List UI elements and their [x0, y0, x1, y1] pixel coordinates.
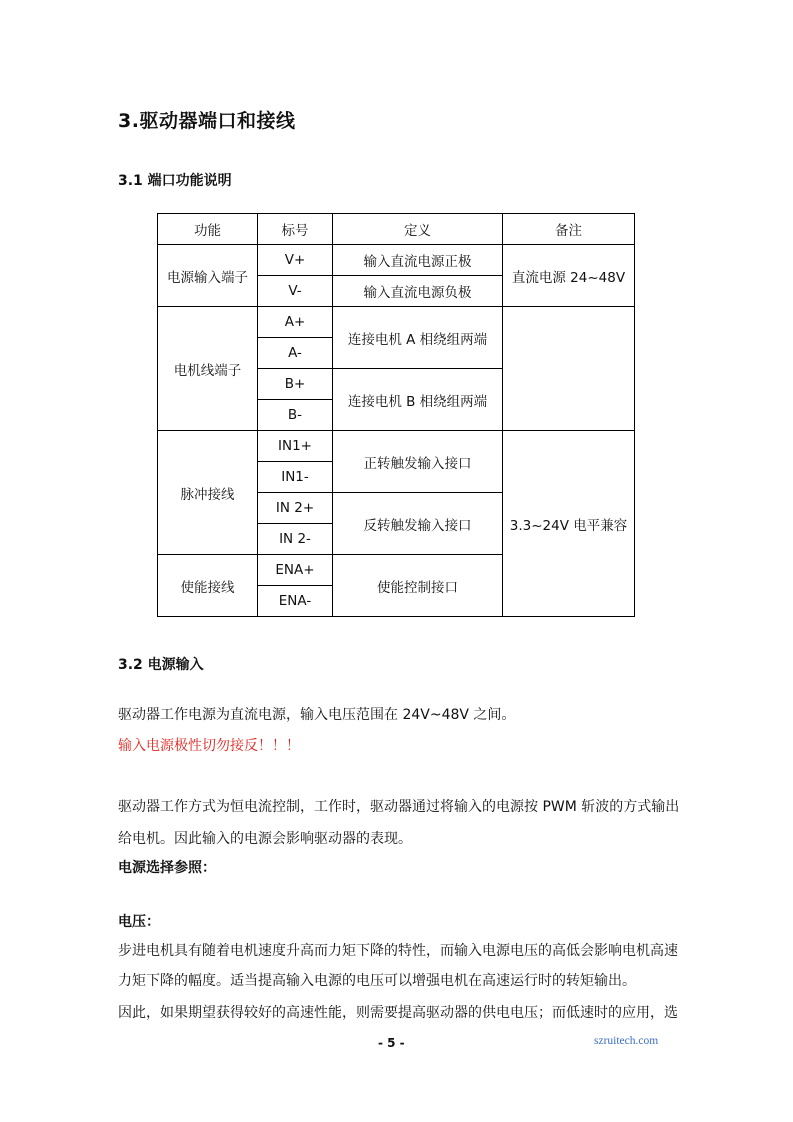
- pin-label: ENA-: [258, 586, 333, 617]
- header-function: 功能: [158, 214, 258, 245]
- paragraph-voltage-range: 驱动器工作电源为直流电源，输入电压范围在 24V~48V 之间。: [118, 707, 516, 723]
- header-remark: 备注: [503, 214, 635, 245]
- section-title-port-functions: 3.1 端口功能说明: [118, 173, 232, 189]
- page-number: - 5 -: [378, 1036, 405, 1050]
- page-heading: 3.驱动器端口和接线: [118, 110, 296, 132]
- pin-label: A+: [258, 307, 333, 338]
- polarity-warning: 输入电源极性切勿接反！！！: [118, 738, 300, 754]
- pin-label: IN 2+: [258, 493, 333, 524]
- remark-signal-level: 3.3~24V 电平兼容: [503, 431, 635, 617]
- paragraph-working-mode-line1: 驱动器工作方式为恒电流控制，工作时，驱动器通过将输入的电源按 PWM 斩波的方式输出: [118, 799, 680, 815]
- group-enable-wiring: 使能接线: [158, 555, 258, 617]
- pin-definition: 使能控制接口: [333, 555, 503, 617]
- header-definition: 定义: [333, 214, 503, 245]
- pin-definition: 连接电机 B 相绕组两端: [333, 369, 503, 431]
- pin-definition: 连接电机 A 相绕组两端: [333, 307, 503, 369]
- pin-definition: 输入直流电源正极: [333, 245, 503, 276]
- header-label: 标号: [258, 214, 333, 245]
- footer-website: szruitech.com: [594, 1035, 659, 1047]
- pin-definition: 正转触发输入接口: [333, 431, 503, 493]
- pin-label: V-: [258, 276, 333, 307]
- pin-definition: 反转触发输入接口: [333, 493, 503, 555]
- power-selection-reference-title: 电源选择参照：: [118, 860, 216, 876]
- paragraph-voltage-line2: 力矩下降的幅度。适当提高输入电源的电压可以增强电机在高速运行时的转矩输出。: [118, 973, 636, 989]
- group-power-input: 电源输入端子: [158, 245, 258, 307]
- table-row: [158, 307, 635, 338]
- port-function-table: [157, 213, 635, 617]
- pin-label: V+: [258, 245, 333, 276]
- paragraph-working-mode-line2: 给电机。因此输入的电源会影响驱动器的表现。: [118, 831, 412, 847]
- pin-label: ENA+: [258, 555, 333, 586]
- group-motor-wires: 电机线端子: [158, 307, 258, 431]
- pin-label: IN1+: [258, 431, 333, 462]
- pin-label: B-: [258, 400, 333, 431]
- paragraph-voltage-line3: 因此，如果期望获得较好的高速性能，则需要提高驱动器的供电电压；而低速时的应用，选: [118, 1005, 678, 1021]
- group-pulse-wiring: 脉冲接线: [158, 431, 258, 555]
- paragraph-voltage-line1: 步进电机具有随着电机速度升高而力矩下降的特性，而输入电源电压的高低会影响电机高速: [118, 943, 678, 959]
- section-title-power-input: 3.2 电源输入: [118, 657, 204, 673]
- table-row: [158, 431, 635, 462]
- pin-label: A-: [258, 338, 333, 369]
- table-header-row: [158, 214, 635, 245]
- remark-power: 直流电源 24~48V: [503, 245, 635, 307]
- pin-label: IN1-: [258, 462, 333, 493]
- voltage-subtitle: 电压：: [118, 914, 160, 930]
- pin-label: B+: [258, 369, 333, 400]
- pin-definition: 输入直流电源负极: [333, 276, 503, 307]
- remark-empty: [503, 307, 635, 431]
- pin-label: IN 2-: [258, 524, 333, 555]
- table-row: [158, 245, 635, 276]
